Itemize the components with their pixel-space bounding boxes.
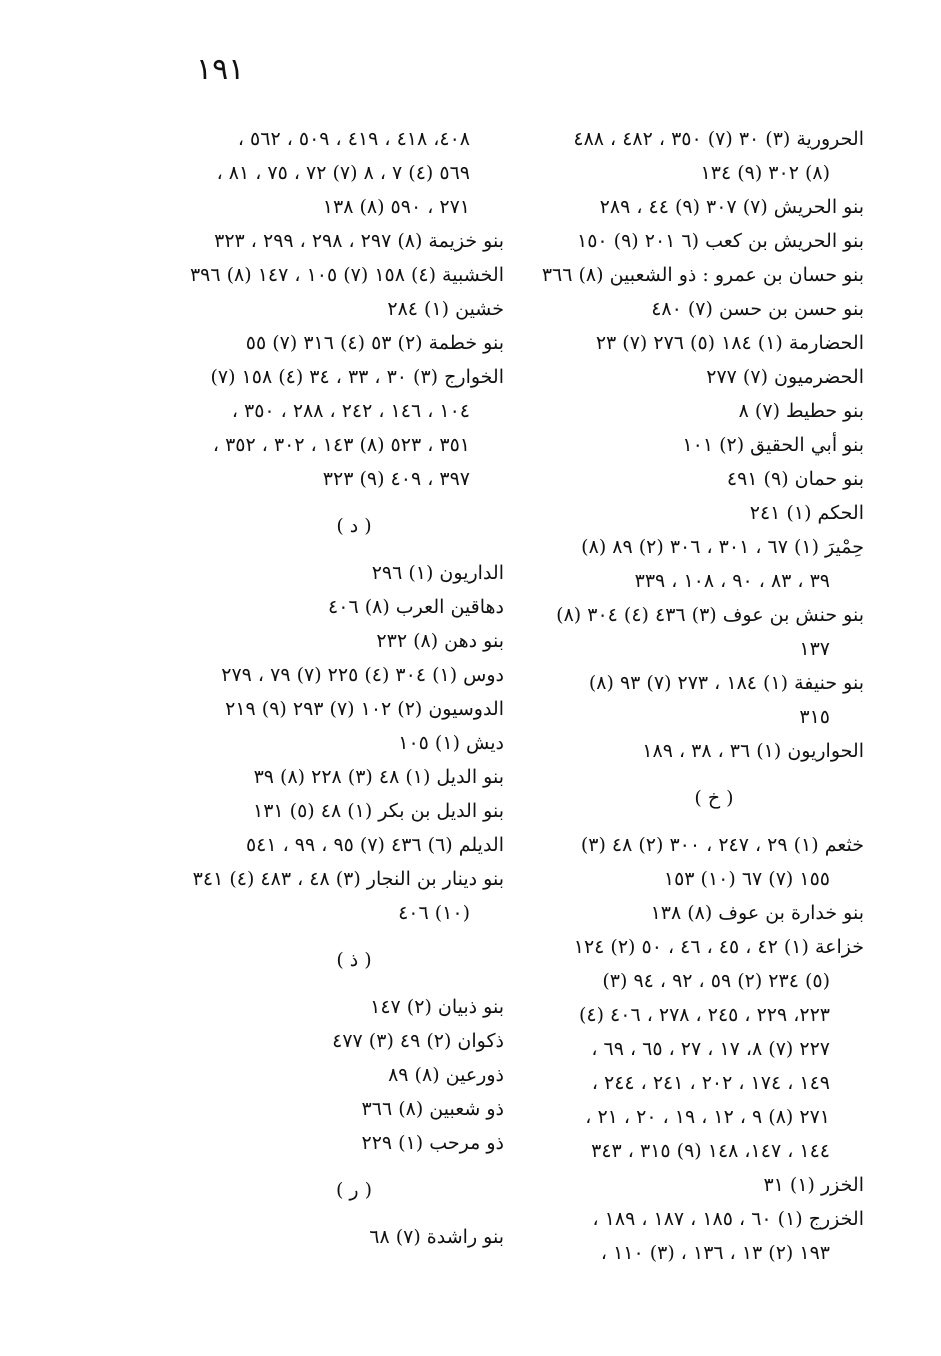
index-entry-continuation: ٢٢٣، ٢٢٩ ، ٢٤٥ ، ٢٧٨ ، ٤٠٦ (٤) [578,1004,830,1026]
index-entry: الخشبية (٤) ١٥٨ (٧) ١٠٥ ، ١٤٧ (٨) ٣٩٦ [189,264,504,286]
index-entry-continuation: ١٩٣ (٢) ١٣ ، ١٣٦ ، (٣) ١١٠ ، [600,1242,830,1264]
index-entry: بنو الحريش (٧) ٣٠٧ (٩) ٤٤ ، ٢٨٩ [599,196,864,218]
section-heading: ( خ ) [694,787,734,809]
index-entry: الحرورية (٣) ٣٠ (٧) ٣٥٠ ، ٤٨٢ ، ٤٨٨ [573,128,864,150]
index-entry: دهاقين العرب (٨) ٤٠٦ [328,596,504,618]
page-number: ١٩١ [196,52,245,87]
index-entry: دوس (١) ٣٠٤ (٤) ٢٢٥ (٧) ٧٩ ، ٢٧٩ [221,664,504,686]
index-entry-continuation: ٣١٥ [799,706,830,728]
section-heading: ( د ) [336,515,372,537]
section-heading: ( ر ) [335,1179,373,1201]
index-entry: ديش (١) ١٠٥ [398,732,504,754]
index-entry: ذكوان (٢) ٤٩ (٣) ٤٧٧ [332,1030,504,1052]
index-entry: بنو الحريش بن كعب (٦ ٢٠١ (٩) ١٥٠ [577,230,864,252]
index-entry: بنو دهن (٨) ٢٣٢ [376,630,504,652]
index-entry: الدوسيون (٢) ١٠٢ (٧) ٢٩٣ (٩) ٢١٩ [225,698,504,720]
index-entry-continuation: ٣٩ ، ٨٣ ، ٩٠ ، ١٠٨ ، ٣٣٩ [634,570,830,592]
index-entry: بنو حنش بن عوف (٣) ٤٣٦ (٤) ٣٠٤ (٨) [556,604,864,626]
index-column-right [528,122,864,1270]
index-entry: الديلم (٦) ٤٣٦ (٧) ٩٥ ، ٩٩ ، ٥٤١ [245,834,504,856]
index-entry: بنو خدارة بن عوف (٨) ١٣٨ [650,902,864,924]
index-entry: بنو حمان (٩) ٤٩١ [726,468,864,490]
index-entry-continuation: (٨) ٣٠٢ (٩) ١٣٤ [700,162,830,184]
index-entry: بنو حطيط (٧) ٨ [738,400,864,422]
index-entry: الحضارمة (١) ١٨٤ (٥) ٢٧٦ (٧) ٢٣ [595,332,864,354]
index-entry: ذورعين (٨) ٨٩ [388,1064,504,1086]
index-entry: خثعم (١) ٢٩ ، ٢٤٧ ، ٣٠٠ (٢) ٤٨ (٣) [580,834,864,856]
index-entry: بنو حنيفة (١) ١٨٤ ، ٢٧٣ (٧) ٩٣ (٨) [588,672,864,694]
index-entry: بنو خطمة (٢) ٥٣ (٤) ٣١٦ (٧) ٥٥ [245,332,504,354]
index-entry: الخزر (١) ٣١ [763,1174,864,1196]
index-entry: الحضرميون (٧) ٢٧٧ [706,366,864,388]
index-entry-continuation: ٤٠٨، ٤١٨ ، ٤١٩ ، ٥٠٩ ، ٥٦٢ ، [237,128,470,150]
index-entry: الخزرج (١) ٦٠ ، ١٨٥ ، ١٨٧ ، ١٨٩ ، [592,1208,864,1230]
index-entry: بنو حسان بن عمرو : ذو الشعبين (٨) ٣٦٦ [541,264,864,286]
index-entry: بنو دينار بن النجار (٣) ٤٨ ، ٤٨٣ (٤) ٣٤١ [192,868,504,890]
index-entry-continuation: (١٠) ٤٠٦ [398,902,470,924]
index-entry: بنو أبي الحقيق (٢) ١٠١ [682,434,864,456]
index-entry: ذو مرحب (١) ٢٢٩ [361,1132,504,1154]
index-entry: الداريون (١) ٢٩٦ [371,562,504,584]
index-entry: بنو خزيمة (٨) ٢٩٧ ، ٢٩٨ ، ٢٩٩ ، ٣٢٣ [214,230,504,252]
index-entry-continuation: ٣٥١ ، ٥٢٣ (٨) ١٤٣ ، ٣٠٢ ، ٣٥٢ ، [212,434,470,456]
index-entry-continuation: ١٤٤ ، ١٤٧، ١٤٨ (٩) ٣١٥ ، ٣٤٣ [591,1140,830,1162]
index-entry: بنو راشدة (٧) ٦٨ [369,1226,504,1248]
index-entry-continuation: (٥) ٢٣٤ (٢) ٥٩ ، ٩٢ ، ٩٤ (٣) [602,970,830,992]
index-entry: بنو الديل بن بكر (١) ٤٨ (٥) ١٣١ [253,800,504,822]
index-entry-continuation: ١٥٥ (٧) ٦٧ (١٠) ١٥٣ [663,868,830,890]
index-entry-continuation: ٣٩٧ ، ٤٠٩ (٩) ٣٢٣ [322,468,470,490]
index-entry: الخوارج (٣) ٣٠ ، ٣٣ ، ٣٤ (٤) ١٥٨ (٧) [210,366,504,388]
index-entry-continuation: ٢٢٧ (٧) ٨، ١٧ ، ٢٧ ، ٦٥ ، ٦٩ ، [591,1038,830,1060]
index-entry: الحكم (١) ٢٤١ [749,502,864,524]
index-entry: خزاعة (١) ٤٢ ، ٤٥ ، ٤٦ ، ٥٠ (٢) ١٢٤ [573,936,864,958]
index-entry: حِمْيرَ (١) ٦٧ ، ٣٠١ ، ٣٠٦ (٢) ٨٩ (٨) [581,536,864,558]
index-entry: بنو الديل (١) ٤٨ (٣) ٢٢٨ (٨) ٣٩ [253,766,504,788]
index-entry-continuation: ٢٧١ (٨) ٩ ، ١٢ ، ١٩ ، ٢٠ ، ٢١ ، [585,1106,830,1128]
index-entry: الحواريون (١) ٣٦ ، ٣٨ ، ١٨٩ [642,740,864,762]
index-entry: بنو ذبيان (٢) ١٤٧ [370,996,504,1018]
index-entry-continuation: ١٠٤ ، ١٤٦ ، ٢٤٢ ، ٢٨٨ ، ٣٥٠ ، [231,400,470,422]
index-entry-continuation: ١٤٩ ، ١٧٤ ، ٢٠٢ ، ٢٤١ ، ٢٤٤ ، [591,1072,830,1094]
index-entry-continuation: ١٣٧ [799,638,830,660]
index-entry: بنو حسن بن حسن (٧) ٤٨٠ [651,298,864,320]
index-entry-continuation: ٢٧١ ، ٥٩٠ (٨) ١٣٨ [322,196,470,218]
index-entry-continuation: ٥٦٩ (٤) ٧ ، ٨ (٧) ٧٢ ، ٧٥ ، ٨١ ، [216,162,470,184]
index-entry: ذو شعبين (٨) ٣٦٦ [361,1098,504,1120]
index-entry: خشين (١) ٢٨٤ [387,298,504,320]
index-column-left [168,122,504,1254]
section-heading: ( ذ ) [336,949,372,971]
